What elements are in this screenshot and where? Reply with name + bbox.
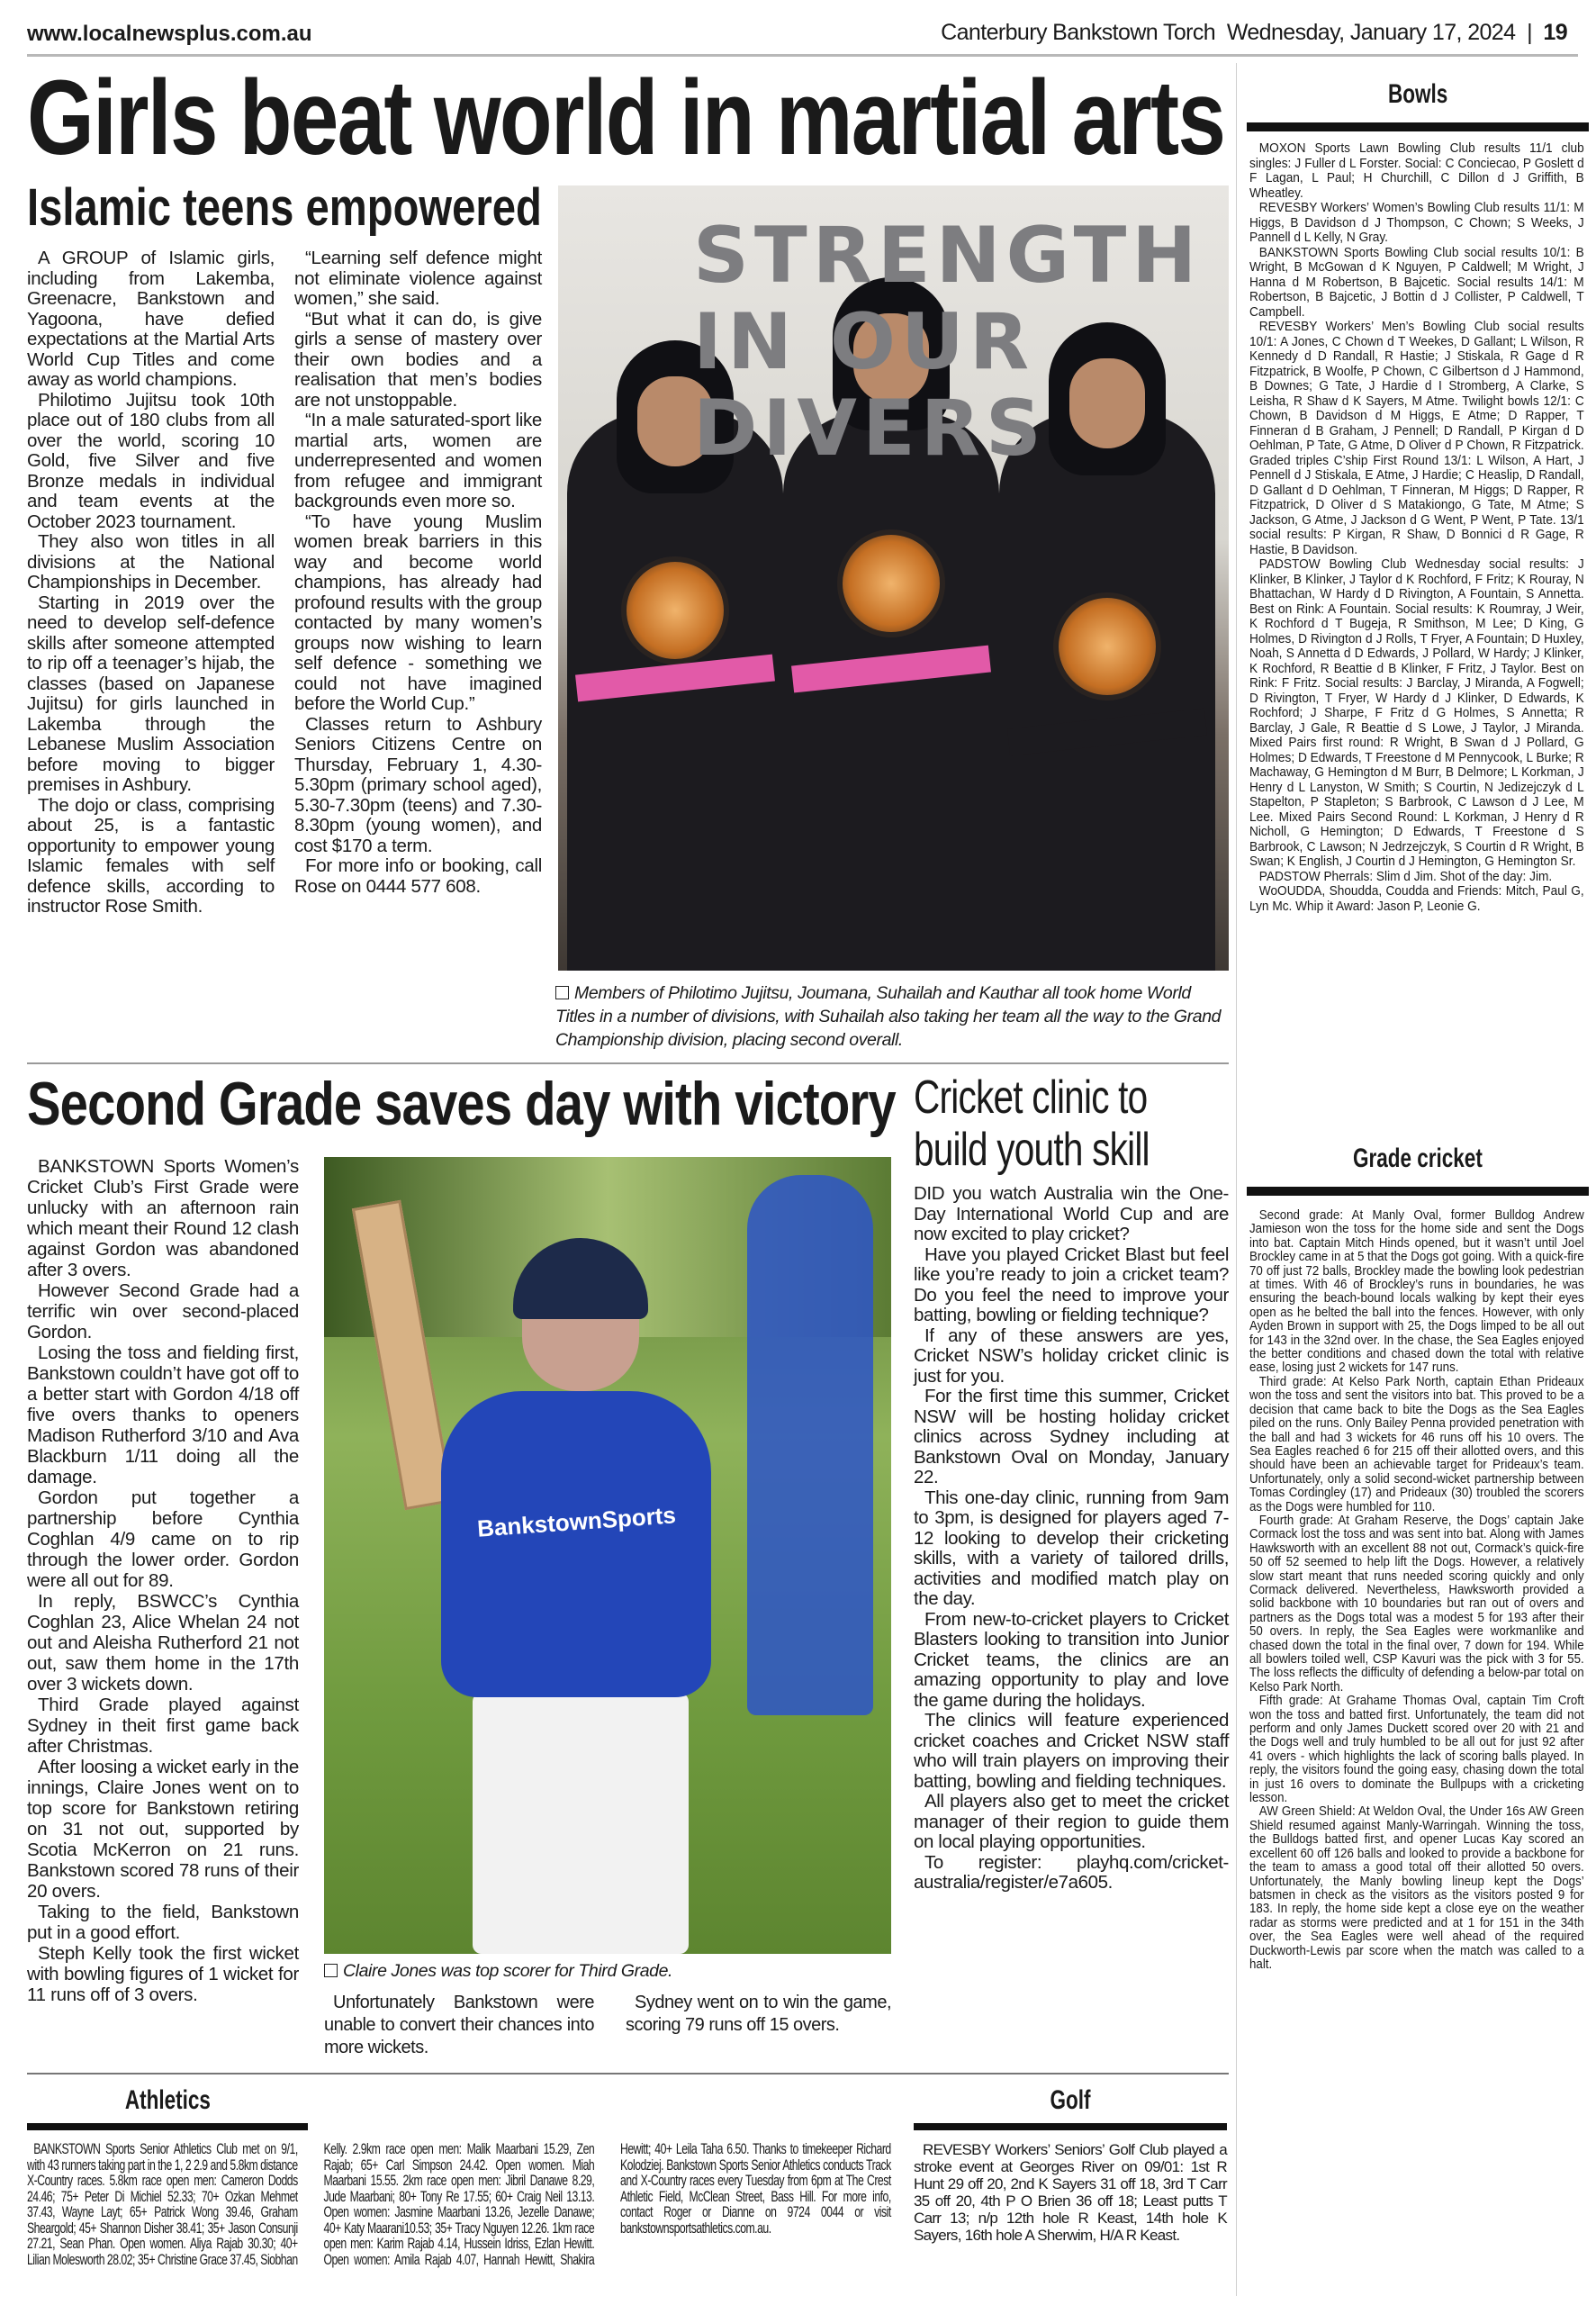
paragraph: The dojo or class, comprising about 25, is a fantastic opportunity to empower young Islamic females with self defence skills, according to instructor Rose Smith. bbox=[27, 794, 275, 917]
athletics-heading: Athletics bbox=[124, 2085, 211, 2115]
cricket-clinic-body bbox=[914, 1184, 1229, 1894]
paragraph: Fourth grade: At Graham Reserve, the Dogs’ captain Jake Cormack lost the toss and was sent into bat. Along with James Hawksworth with an excellent 88 not out, Cormack’s quick-fire 50 off 52 seemed to help lift the Dogs. However, a relatively slow start meant that runs needed scoring quickly and only Cormack delivered. Nevertheless, Hawksworth provided a solid backbone with 10 boundaries but ran out of overs and partners as the Dogs total was a modest 5 for 193 after their 50 overs. In reply, the Sea Eagles were workmanlike and chased down the total in the final over, 7 down for 194. While all bowlers toiled well, CSP Kavuri was the pick with 3 for 55. The loss reflects the difficulty of defending a below-par total on Kelso Park North. bbox=[1249, 1513, 1584, 1695]
paragraph: Third Grade played against Sydney in theit first game back after Christmas. bbox=[27, 1695, 299, 1757]
womens-cricket-body bbox=[27, 1156, 299, 2005]
shirt-lettering: BankstownSports bbox=[476, 1501, 677, 1542]
paragraph: MOXON Sports Lawn Bowling Club results 11/1 club singles: J Fuller d L Forster. Social: C Conciecao, P Goslett d F Lagan, L Paul; H Churchill, C Dillon d J Griffith, B Wheatley. bbox=[1249, 140, 1584, 201]
paragraph: Starting in 2019 over the need to develop self-defence skills after someone attempted to rip off a teenager’s hijab, the classes (based on Japanese Jujitsu) for girls launched in Lakemba through the Lebanese Muslim Association before moving to bigger premises in Ashbury. bbox=[27, 592, 275, 795]
paragraph: Fifth grade: At Grahame Thomas Oval, captain Tim Croft won the toss and batted first. Unfortunately, the team did not perform and only James Duckett scored over 20 with 21 and the Dogs well and truly humbled to be all out for just 92 after 41 overs - which highlights the lack of scoring balls played. In reply, the visitors found the going easy, chasing down the total in just 16 overs to dominate the Bullpups with a cricketing lesson. bbox=[1249, 1694, 1584, 1806]
paragraph: REVESBY Workers’ Seniors’ Golf Club played a stroke event at Georges River on 09/01: 1st R Hunt 29 off 20, 2nd K Sayers 31 off 18, 3rd T Carr 35 off 20, 4th P O Brien 36 off 18; Least putts T Carr 13; n/p 12th hole R Keast, 14th hole K Sayers, 16th hole A Sherwim, H/A R Keast. bbox=[914, 2141, 1227, 2244]
paragraph: Have you played Cricket Blast but feel like you’re ready to join a cricket team? Do you feel the need to improve your batting, bowling or fielding technique? bbox=[914, 1243, 1229, 1325]
cricket-clinic-headline: Cricket clinic to build youth skill bbox=[914, 1071, 1150, 1176]
paragraph: BANKSTOWN Sports Senior Athletics Club met on 9/1, with 43 runners taking part in the 1, 2 2.9 and 5.8km distance X-Country races. 5.8km race open men: Cameron Dodds 24.46; 75+ Peter Di Michiel 52.33; 70+ Ozkan Mehmet 37.43, Wayne Layt; 65+ Patrick Wong 39.46, Graham Sheargold; 45+ Shannon Disher 38.41; 35+ Jason Consunji 27.21, Sean Phan. Open women. Aliya Rajab 30.30; 40+ Lilian Molesworth 28.02; 35+ Christine Grace 37.45, Siobhan Kelly. 2.9km race open men: Malik Maarbani 15.29, Zen Rajab; 65+ Carl Simpson 24.42. Open women. Miah Maarbani 15.55. 2km race open men: Jibril Danawe 8.29, Jude Maarbani; 80+ Tony Re 17.55; 60+ Craig Neil 13.13. Open women: Jasmine Maarbani 13.26, Jezelle Danawe; 40+ Katy Maarani10.53; 35+ Tracy Nguyen 12.26. 1km race open men: Karim Rajab 4.14, Hussein Idriss, Ezlan Hewitt. Open women: Amila Rajab 4.07, Hannah Hewitt, Shakira Hewitt; 40+ Leila Taha 6.50. Thanks to timekeeper Richard Kolodziej. Bankstown Sports Senior Athletics conducts Track and X-Country races every Tuesday from 6pm at The Crest Athletic Field, McClean Street, Bass Hill. For more info, contact Roger or Dianne on 9724 0044 or visit bankstownsportsathletics.com.au. bbox=[27, 2140, 891, 2268]
paragraph: Third grade: At Kelso Park North, captain Ethan Prideaux won the toss and sent the visitors into bat. This proved to be a decision that came back to bite the Dogs as the Sea Eagles piled on the runs. Only Bailey Penna provided penetration with the ball and had 3 wickets for 46 runs off his 10 overs. The Sea Eagles reached 6 for 215 off their allotted overs, and this should have been an achievable target for Prideaux’s team. Unfortunately, only a solid second-wicket partnership between Tomas Cordingley (17) and Prideaux (30) troubled the scorers as the Dogs were humbled for 110. bbox=[1249, 1374, 1584, 1514]
caption-marker-icon bbox=[324, 1964, 338, 1977]
cricket-bat bbox=[352, 1200, 454, 1510]
grade-cricket-heading: Grade cricket bbox=[1353, 1143, 1483, 1173]
paragraph: REVESBY Workers’ Men’s Bowling Club social results 10/1: A Jones, C Chown d T Weekes, D Gallant; L Wilson, R Kennedy d D Randall, R Hastie; J Stiskala, R Gage d R Fitzpatrick, B Woolfe, P Chown, C Gilbertson d J Hammond, B Downes; G Tate, J Hardie d I Stromberg, A Clarke, S Leisha, R Shaw d K Sayers, M Atme. Twilight bowls 12/1: C Chown, B Davidson d M Higgs, E Atme; D Rapper, T Finneran d B Graham, J Pennell; D Randall, P Kirgan d D Oehlman, P Tate, G Atme, D Oliver d P Chown, R Fitzpatrick. Graded triples C’ship First Round 13/1: L Wilson, A Hart, J Pennell d J Stiskala, E Atme, J Hardie; C Heaslip, D Randall, D Gallant d D Oehlman, T Finneran, M Higgs; D Rapper, R Fitzpatrick, D Oliver d S Matakiongo, G Tate, M Atme; S Jackson, G Atme, J Jackson d G Went, P Went, P Tate. 13/1 social results: P Kirgan, R Shaw, D Bonnici d R Gage, R Hastie, B Davidson. bbox=[1249, 319, 1584, 557]
bowls-heading: Bowls bbox=[1387, 79, 1448, 109]
martial-arts-caption: Members of Philotimo Jujitsu, Joumana, Suhailah and Kauthar all took home World Titles in a number of divisions, with Suhailah also taking her team all the way to the Grand Championship division, placing second overall. bbox=[555, 983, 1222, 1050]
section-rule bbox=[27, 1062, 1229, 1064]
paragraph: BANKSTOWN Sports Women’s Cricket Club’s First Grade were unlucky with an afternoon rain which meant their Round 12 clash against Gordon was abandoned after 3 overs. bbox=[27, 1156, 299, 1280]
website-url[interactable]: www.localnewsplus.com.au bbox=[27, 22, 312, 46]
page-headline: Girls beat world in martial arts bbox=[27, 59, 1225, 177]
paragraph: “Learning self defence might not eliminate violence against women,” she said. bbox=[294, 248, 542, 309]
paragraph: Second grade: At Manly Oval, former Bulldog Andrew Jamieson won the toss for the home side and sent the Dogs into bat. Captain Mitch Hinds opened, but it wasn’t until Joel Brockley came in at 5 that the Dogs got going. With a quick-fire 70 off just 72 balls, Brockley made the bowling look pedestrian at times. With 46 of Brockley’s runs in boundaries, he was ensuring the beach-bound locals walking by kept their eyes open as he belted the ball into the fences. However, with only Ayden Brown in support with 25, the Dogs limped to be all out for 143 in the 32nd over. In the chase, the Sea Eagles enjoyed the better conditions and chased down the total with relative ease, losing just 2 wickets for 147 runs. bbox=[1249, 1208, 1584, 1376]
martial-arts-subhead: Islamic teens empowered bbox=[27, 178, 542, 237]
martial-arts-photo bbox=[558, 185, 1229, 971]
paragraph: For more info or booking, call Rose on 0444 577 608. bbox=[294, 855, 542, 897]
paragraph: PADSTOW Bowling Club Wednesday social results: J Klinker, B Klinker, J Taylor d K Rochford, F Fritz; K Rouray, N Bhattachan, W Hardy d D Rivington, A Fountain, S Annetta. Best on Rink: A Fountain. Social results: K Roumray, J Weir, K Rochford d T Bugeja, R Smithson, M Lee; D King, G Holmes, D Rivington d J Rolls, T Fryer, A Fountain; D Huxley, Noah, S Annetta d D Edwards, J Pollard, W Hardy; J Klinker, K Rochford, R Beattie d B Klinker, F Fritz, J Taylor. Best on Rink: F Fritz. Social results: J Barclay, J Miranda, A Fogwell; D Rivington, T Fryer, W Hardy d J Klinker, D Edwards, K Rochford; J Sharpe, F Fritz d G Holmes, S Annetta; R Barclay, J Gale, R Beattie d S Lowe, J Taylor, J Miranda. Mixed Pairs first round: R Wright, B Swan d J Pollard, G Holmes; D Edwards, T Freestone d M Pennycook, L Burke; R Machaway, G Hemington d M Burr, B Delmore; L Korkman, J Henry d L Lanyston, W Smith; S Courtin, N Jedizejczyk d L Stapelton, P Stapleton; S Barbrook, C Lawson d J Lee, M Lee. Mixed Pairs Second Round: L Korkman, J Henry d R Nicholl, G Hemington; D Edwards, T Freestone d S Barbrook, C Lawson; N Jedrzejczyk, S Courtin d R Wright, B Swan; K English, J Courtin d J Hemington, G Hemington Sr. bbox=[1249, 556, 1584, 869]
helmet bbox=[513, 1238, 648, 1319]
grade-cricket-heading-rule bbox=[1247, 1187, 1589, 1196]
paragraph: “In a male saturated-sport like martial arts, women are underrepresented and women from refugee and immigrant backgrounds even more so. bbox=[294, 410, 542, 511]
caption-marker-icon bbox=[555, 986, 569, 999]
athletics-body bbox=[27, 2141, 891, 2267]
paragraph: “But what it can do, is give girls a sense of mastery over their own bodies and a realisation that men’s bodies are not unstoppable. bbox=[294, 308, 542, 411]
section-rule bbox=[27, 2073, 1229, 2074]
golf-heading-rule bbox=[914, 2123, 1227, 2130]
issue-date: Wednesday, January 17, 2024 bbox=[1226, 20, 1516, 45]
publication-name: Canterbury Bankstown Torch bbox=[941, 20, 1216, 45]
masthead-rule bbox=[27, 54, 1578, 57]
paragraph: They also won titles in all divisions at the National Championships in December. bbox=[27, 531, 275, 592]
martial-arts-body bbox=[27, 249, 542, 917]
paragraph: “To have young Muslim women break barriers in this way and become world champions, has already had profound results with the group contacted by many women’s groups now wishing to learn self defence - something we could not have imagined before the World Cup.” bbox=[294, 511, 542, 714]
paragraph: The clinics will feature experienced cricket coaches and Cricket NSW staff who will train players on improving their batting, bowling and fielding techniques. bbox=[914, 1710, 1229, 1792]
paragraph: WoOUDDA, Shoudda, Coudda and Friends: Mitch, Paul G, Lyn Mc. Whip it Award: Jason P, Leonie G. bbox=[1249, 883, 1584, 914]
paragraph: Gordon put together a partnership before Cynthia Coghlan 4/9 came on to rip through the lower order. Gordon were all out for 89. bbox=[27, 1487, 299, 1591]
paragraph: From new-to-cricket players to Cricket Blasters looking to transition into Junior Cricket teams, the clinics are an amazing opportunity to play and love the game during the holidays. bbox=[914, 1608, 1229, 1711]
after-caption-col-2 bbox=[626, 1992, 891, 2037]
paragraph: AW Green Shield: At Weldon Oval, the Under 16s AW Green Shield resumed against Manly-Warringah. Winning the toss, the Bulldogs batted first, and opener Lucas Kay scored an excellent 60 off 126 balls and looked to provide a backbone for the team to amass a good total off their allotted 50 overs. Unfortunately, the Manly bowling lineup kept the Dogs’ batsmen in check as the visitors as the visitors posted 9 for 183. In reply, the home side kept a close eye on the weather radar as storms were predicted and at 1 for 151 in the 34th over, the Sea Eagles were well ahead of the required Duckworth-Lewis par score when the match was called to a halt. bbox=[1249, 1804, 1584, 1972]
paragraph: Steph Kelly took the first wicket with bowling figures of 1 wicket for 11 runs off of 3 overs. bbox=[27, 1943, 299, 2005]
paragraph: Taking to the field, Bankstown put in a good effort. bbox=[27, 1902, 299, 1943]
paragraph: DID you watch Australia win the One-Day International World Cup and are now excited to play cricket? bbox=[914, 1183, 1229, 1244]
separator: | bbox=[1527, 20, 1533, 45]
paragraph: BANKSTOWN Sports Bowling Club social results 10/1: B Wright, B McGowan d K Nguyen, P Caldwell; M Wright, J Hanna d M Robertson, B Bajcetic. Social results 14/1: M Robertson, B Bajcetic, J Bottin d J Collister, P Caldwell, T Campbell. bbox=[1249, 244, 1584, 320]
paragraph: All players also get to meet the cricket manager of their region to guide them on local playing opportunities. bbox=[914, 1791, 1229, 1852]
paragraph: After loosing a wicket early in the innings, Claire Jones went on to top score for Bankstown retiring on 31 not out, supported by Scotia McKerron on 21 runs. Bankstown scored 78 runs of their 20 overs. bbox=[27, 1757, 299, 1902]
bowls-heading-rule bbox=[1247, 122, 1589, 131]
paragraph: REVESBY Workers’ Women’s Bowling Club results 11/1: M Higgs, B Davidson d J Thompson, C Chown; S Weeks, J Pannell d L Kelly, N Gray. bbox=[1249, 200, 1584, 245]
paragraph: This one-day clinic, running from 9am to 3pm, is designed for players aged 7-12 looking to develop their cricketing skills, with a variety of tailored drills, activities and modified match play on the day. bbox=[914, 1487, 1229, 1609]
athletics-heading-rule bbox=[27, 2123, 308, 2130]
page-number: 19 bbox=[1543, 20, 1567, 45]
golf-heading: Golf bbox=[1050, 2085, 1091, 2115]
paragraph: Philotimo Jujitsu took 10th place out of 180 clubs from all over the world, scoring 10 Gold, five Silver and five Bronze medals in individual and team events at the October 2023 tournament. bbox=[27, 389, 275, 532]
grade-cricket-body bbox=[1249, 1209, 1584, 1972]
paragraph: A GROUP of Islamic girls, including from Lakemba, Greenacre, Bankstown and Yagoona, have defied expectations at the Martial Arts World Cup Titles and come away as world champions. bbox=[27, 248, 275, 390]
paragraph: In reply, BSWCC’s Cynthia Coghlan 23, Alice Whelan 24 not out and Aleisha Rutherford 21 not out, saw them home in the 17th over 3 wickets down. bbox=[27, 1591, 299, 1695]
paragraph: Classes return to Ashbury Seniors Citizens Centre on Thursday, February 1, 4.30-5.30pm (primary school aged), 5.30-7.30pm (teens) and 7.30-8.30pm (young women), and cost $170 a term. bbox=[294, 713, 542, 856]
batter-figure bbox=[387, 1202, 783, 1954]
cricket-photo bbox=[324, 1157, 891, 1954]
registration-link[interactable]: To register: playhq.com/cricket-australia/register/e7a605. bbox=[914, 1851, 1229, 1893]
photo-banner-lettering: STRENGTH IN OUR DIVERS bbox=[693, 211, 1203, 474]
golf-body bbox=[914, 2141, 1227, 2244]
column-divider bbox=[1236, 63, 1237, 2296]
masthead-info bbox=[941, 20, 1567, 46]
paragraph: If any of these answers are yes, Cricket NSW’s holiday cricket clinic is just for you. bbox=[914, 1324, 1229, 1387]
paragraph: Unfortunately Bankstown were unable to convert their chances into more wickets. bbox=[324, 1993, 594, 2057]
bowls-body bbox=[1249, 141, 1584, 914]
paragraph: Losing the toss and fielding first, Bankstown couldn’t have got off to a better start with Gordon 4/18 off five overs thanks to openers Madison Rutherford 3/10 and Ava Blackburn 1/11 doing all the damage. bbox=[27, 1342, 299, 1487]
womens-cricket-headline: Second Grade saves day with victory bbox=[27, 1070, 896, 1138]
paragraph: For the first time this summer, Cricket NSW will be hosting holiday cricket clinics across Sydney including at Bankstown Oval on Monday, January 22. bbox=[914, 1386, 1229, 1487]
paragraph: Sydney went on to win the game, scoring 79 runs off 15 overs. bbox=[626, 1993, 891, 2035]
cricket-caption: Claire Jones was top scorer for Third Grade. bbox=[324, 1959, 900, 1983]
paragraph: PADSTOW Pherrals: Slim d Jim. Shot of the day: Jim. bbox=[1258, 868, 1553, 884]
after-caption-col-1 bbox=[324, 1992, 594, 2059]
paragraph: However Second Grade had a terrific win over second-placed Gordon. bbox=[27, 1280, 299, 1342]
